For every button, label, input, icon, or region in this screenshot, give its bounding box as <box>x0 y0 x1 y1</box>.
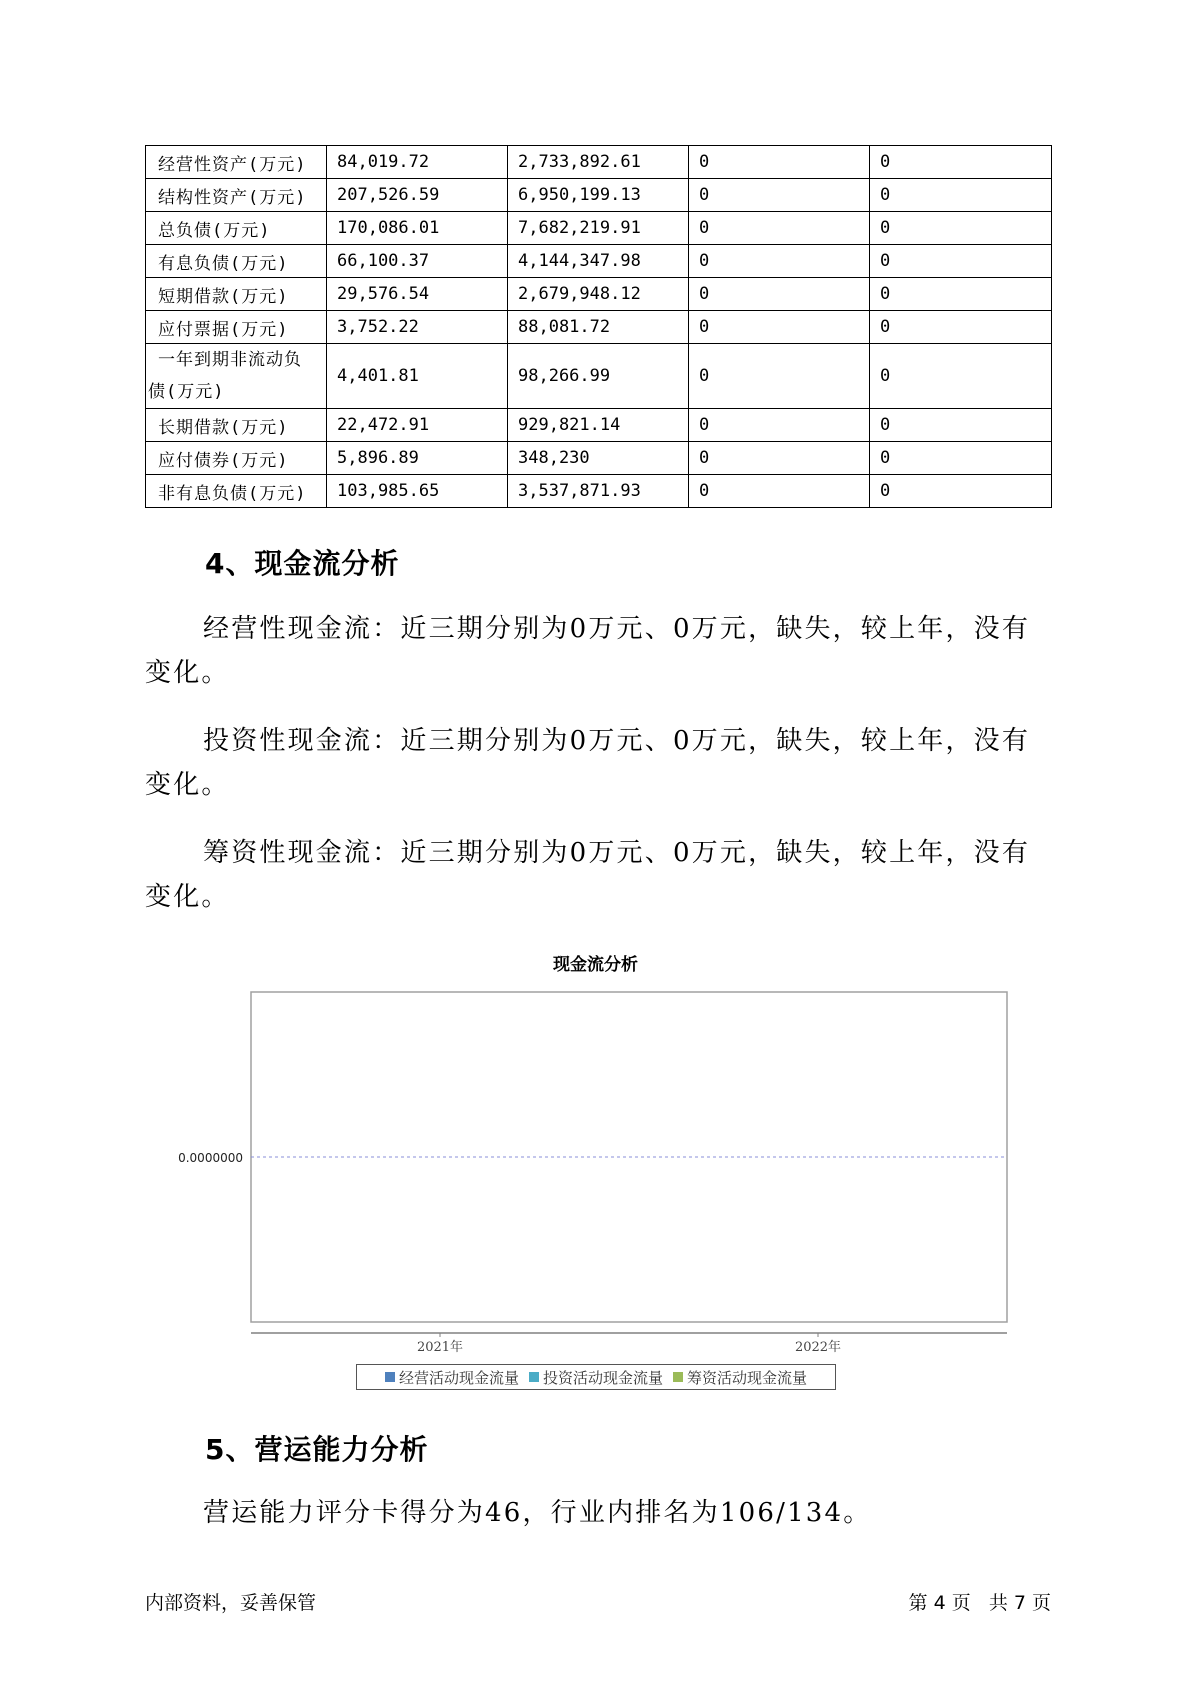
cell-value: 0 <box>689 278 870 311</box>
cell-value: 22,472.91 <box>327 409 508 442</box>
legend-label: 投资活动现金流量 <box>542 1368 663 1387</box>
legend-swatch-investing <box>529 1372 539 1382</box>
cell-value: 3,752.22 <box>327 311 508 344</box>
cell-value: 6,950,199.13 <box>508 179 689 212</box>
legend-label: 经营活动现金流量 <box>398 1368 519 1387</box>
y-tick-label: 0.0000000 <box>178 1151 243 1165</box>
footer-confidential: 内部资料，妥善保管 <box>145 1592 317 1614</box>
cell-value: 0 <box>689 475 870 508</box>
footer-page-number: 第 4 页 共 7 页 <box>908 1592 1051 1614</box>
legend-swatch-financing <box>673 1372 683 1382</box>
cell-value: 0 <box>870 475 1052 508</box>
cell-value: 0 <box>689 442 870 475</box>
chart-legend <box>356 1364 836 1390</box>
row-label: 长期借款(万元) <box>146 409 327 442</box>
legend-item <box>529 1367 663 1388</box>
paragraph-operations-score: 营运能力评分卡得分为46，行业内排名为106/134。 <box>203 1498 872 1528</box>
cell-value: 3,537,871.93 <box>508 475 689 508</box>
row-label: 有息负债(万元) <box>146 245 327 278</box>
row-label: 结构性资产(万元) <box>146 179 327 212</box>
cell-value: 0 <box>870 442 1052 475</box>
cell-value: 4,144,347.98 <box>508 245 689 278</box>
legend-label: 筹资活动现金流量 <box>687 1368 808 1387</box>
legend-swatch-operating <box>385 1372 395 1382</box>
legend-item <box>673 1367 807 1388</box>
row-label: 应付票据(万元) <box>146 311 327 344</box>
row-label: 经营性资产(万元) <box>146 146 327 179</box>
cell-value: 88,081.72 <box>508 311 689 344</box>
cell-value: 0 <box>689 344 870 409</box>
cell-value: 29,576.54 <box>327 278 508 311</box>
cell-value: 929,821.14 <box>508 409 689 442</box>
row-label: 非有息负债(万元) <box>146 475 327 508</box>
cell-value: 66,100.37 <box>327 245 508 278</box>
row-label: 应付债券(万元) <box>146 442 327 475</box>
section-heading-cashflow: 4、现金流分析 <box>205 547 400 580</box>
cell-value: 7,682,219.91 <box>508 212 689 245</box>
cell-value: 0 <box>689 212 870 245</box>
cell-value: 0 <box>689 245 870 278</box>
legend-item <box>385 1367 519 1388</box>
x-ticks <box>417 1333 841 1355</box>
cell-value: 207,526.59 <box>327 179 508 212</box>
x-tick-label: 2021年 <box>416 1340 464 1355</box>
row-label: 短期借款(万元) <box>146 278 327 311</box>
cell-value: 0 <box>870 179 1052 212</box>
chart-title: 现金流分析 <box>553 955 638 975</box>
paragraph-operating-cashflow: 经营性现金流：近三期分别为0万元、0万元，缺失，较上年，没有变化。 <box>145 614 1031 688</box>
row-label-line: 一年到期非流动负 <box>158 350 302 370</box>
cell-value: 170,086.01 <box>327 212 508 245</box>
cell-value: 0 <box>689 146 870 179</box>
cell-value: 0 <box>689 409 870 442</box>
cell-value: 348,230 <box>508 442 689 475</box>
cell-value: 0 <box>870 212 1052 245</box>
cell-value: 103,985.65 <box>327 475 508 508</box>
cell-value: 0 <box>870 245 1052 278</box>
cell-value: 0 <box>870 311 1052 344</box>
row-label-line: 债(万元) <box>148 382 225 402</box>
paragraph-investing-cashflow: 投资性现金流：近三期分别为0万元、0万元，缺失，较上年，没有变化。 <box>145 726 1031 800</box>
cell-value: 2,733,892.61 <box>508 146 689 179</box>
paragraph-financing-cashflow: 筹资性现金流：近三期分别为0万元、0万元，缺失，较上年，没有变化。 <box>145 838 1031 912</box>
section-heading-operations: 5、营运能力分析 <box>205 1433 429 1466</box>
cell-value: 2,679,948.12 <box>508 278 689 311</box>
cell-value: 84,019.72 <box>327 146 508 179</box>
cell-value: 0 <box>870 409 1052 442</box>
row-label: 总负债(万元) <box>146 212 327 245</box>
cell-value: 0 <box>870 278 1052 311</box>
cell-value: 98,266.99 <box>508 344 689 409</box>
cell-value: 0 <box>689 179 870 212</box>
cell-value: 4,401.81 <box>327 344 508 409</box>
cell-value: 5,896.89 <box>327 442 508 475</box>
cell-value: 0 <box>689 311 870 344</box>
cell-value: 0 <box>870 146 1052 179</box>
cell-value: 0 <box>870 344 1052 409</box>
x-tick-label: 2022年 <box>794 1340 842 1355</box>
